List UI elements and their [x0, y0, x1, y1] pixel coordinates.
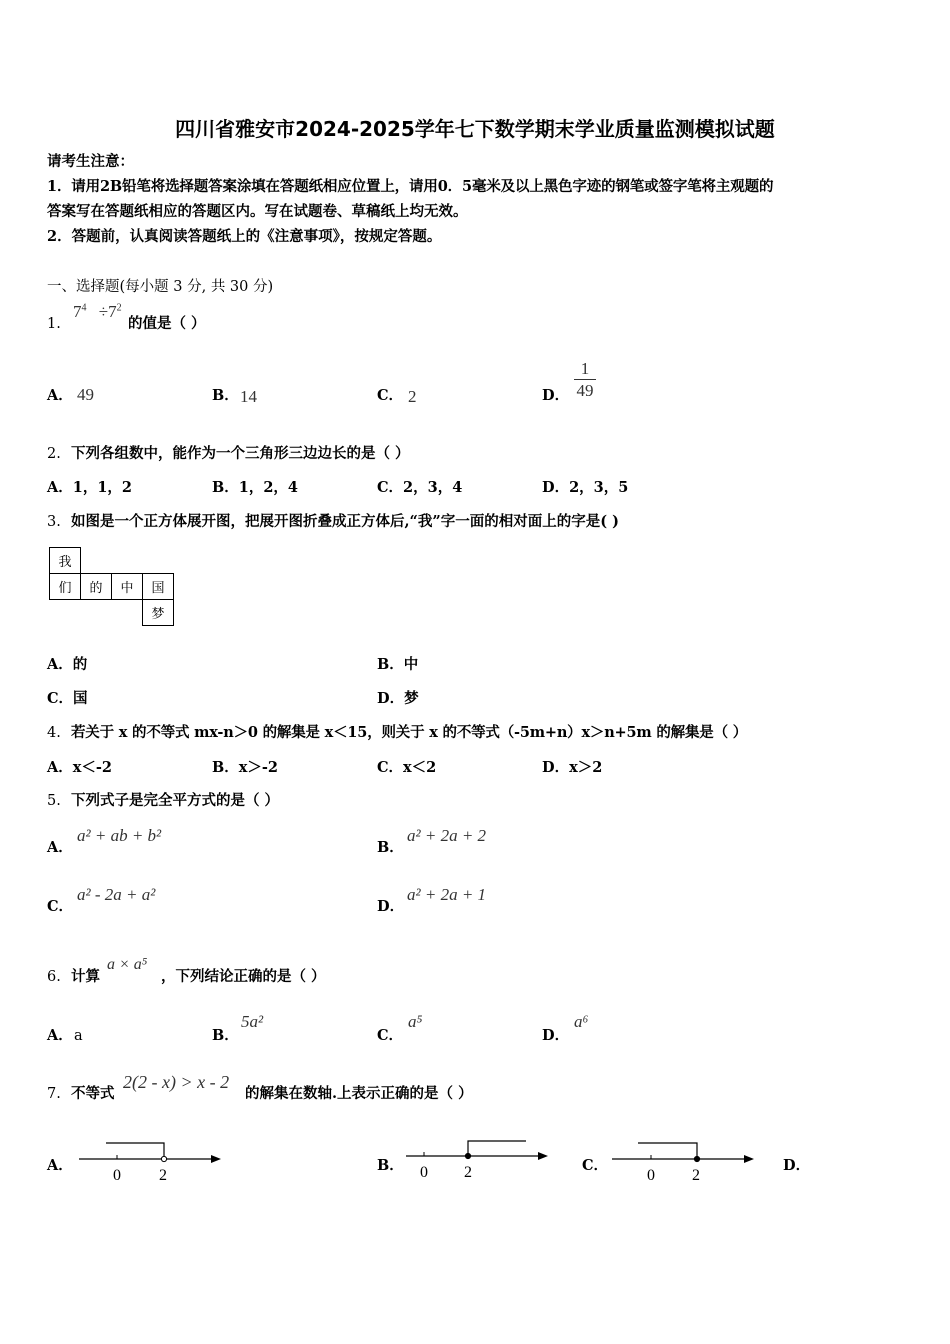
q3-option-b: B．中: [377, 656, 419, 673]
q5-number: 5.: [47, 793, 61, 809]
q2-option-b: B．1，2，4: [212, 479, 299, 496]
tick-label-0: 0: [647, 1167, 655, 1184]
q1-option-a-label: A．: [47, 387, 73, 404]
net-cell: 我: [50, 548, 81, 574]
q1-option-c-label: C．: [377, 387, 404, 404]
tick-label-0: 0: [113, 1167, 121, 1184]
q3-number: 3.: [47, 514, 61, 530]
q3-stem: 如图是一个正方体展开图，把展开图折叠成正方体后,“我”字一面的相对面上的字是( ): [71, 513, 619, 530]
q6-stem-end: ，下列结论正确的是（ ）: [161, 968, 326, 985]
q6-option-a-label: A．: [47, 1027, 73, 1044]
q7-stem-start: 不等式: [71, 1085, 115, 1102]
q7-number: 7.: [47, 1086, 61, 1102]
q7-option-b-number-line: [402, 1134, 554, 1184]
q6-expression: a × a⁵: [107, 956, 148, 973]
fraction-numerator: 1: [574, 359, 596, 380]
q7-option-b-label: B．: [377, 1157, 404, 1174]
q4-option-b: B．x＞-2: [212, 759, 279, 776]
q5-option-a-expression: a² + ab + b²: [77, 826, 162, 845]
q6-number: 6.: [47, 969, 61, 985]
q6-stem-start: 计算: [71, 968, 100, 985]
tick-label-2: 2: [692, 1167, 700, 1184]
q3-option-d: D．梦: [377, 690, 419, 707]
q7-option-d-label: D．: [783, 1157, 811, 1174]
q1-option-a-value: 49: [77, 385, 94, 404]
q6-option-b-expression: 5a²: [241, 1012, 264, 1031]
net-cell: 梦: [143, 600, 174, 626]
q5-option-b-label: B．: [377, 839, 404, 856]
cube-net-figure: [49, 547, 174, 626]
q4-option-d: D．x＞2: [542, 759, 603, 776]
q6-option-a-value: a: [74, 1028, 83, 1044]
q1-option-b-label: B．: [212, 387, 239, 404]
q5-option-c-label: C．: [47, 898, 74, 915]
page-title: 四川省雅安市2024-2025学年七下数学期末学业质量监测模拟试题: [175, 117, 775, 141]
q5-option-b-expression: a² + 2a + 2: [407, 826, 487, 845]
q6-option-d-expression: a⁶: [574, 1012, 589, 1031]
tick-label-0: 0: [420, 1164, 428, 1181]
q3-option-a: A．的: [47, 656, 88, 673]
q6-option-b-label: B．: [212, 1027, 239, 1044]
q1-expression: $7^4 \div 7^2$: [73, 302, 122, 321]
q2-option-a: A．1，1，2: [47, 479, 133, 496]
q7-option-c-number-line: [608, 1136, 760, 1186]
q1-option-b-value: 14: [240, 387, 257, 406]
q7-option-c-label: C．: [582, 1157, 609, 1174]
q1-option-c-value: 2: [408, 387, 417, 406]
q1-number: 1.: [47, 316, 61, 332]
notice-line-1a: 1．请用2B铅笔将选择题答案涂填在答题纸相应位置上，请用0．5毫米及以上黑色字迹的钢笔或签字笔将主观题的: [47, 178, 774, 195]
q5-option-a-label: A．: [47, 839, 73, 856]
q7-expression: 2(2 - x) > x - 2: [123, 1072, 230, 1092]
q1-option-d-label: D．: [542, 387, 570, 404]
q5-stem: 下列式子是完全平方式的是（ ）: [71, 792, 280, 809]
q7-option-a-number-line: [75, 1136, 227, 1186]
q4-option-a: A．x＜-2: [47, 759, 113, 776]
tick-label-2: 2: [159, 1167, 167, 1184]
net-cell: 的: [81, 574, 112, 600]
notice-heading: 请考生注意：: [47, 153, 134, 170]
q5-option-d-expression: a² + 2a + 1: [407, 885, 487, 904]
q7-stem-end: 的解集在数轴.上表示正确的是（ ）: [245, 1085, 473, 1102]
q1-stem: 的值是（ ）: [128, 315, 206, 332]
q7-option-a-label: A．: [47, 1157, 73, 1174]
q4-number: 4.: [47, 725, 61, 741]
net-cell: 国: [143, 574, 174, 600]
q5-option-c-expression: a² - 2a + a²: [77, 885, 156, 904]
q2-stem: 下列各组数中，能作为一个三角形三边边长的是（ ）: [71, 445, 410, 462]
q4-stem: 若关于 x 的不等式 mx-n＞0 的解集是 x＜15，则关于 x 的不等式（-5m+n）x＞n+5m 的解集是（ ）: [71, 724, 748, 741]
tick-label-2: 2: [464, 1164, 472, 1181]
q5-option-d-label: D．: [377, 898, 405, 915]
q2-option-d: D．2，3，5: [542, 479, 629, 496]
notice-line-1b: 答案写在答题纸相应的答题区内。写在试题卷、草稿纸上均无效。: [47, 203, 468, 220]
q6-option-d-label: D．: [542, 1027, 570, 1044]
notice-line-2: 2．答题前，认真阅读答题纸上的《注意事项》，按规定答题。: [47, 228, 442, 245]
q1-option-d-fraction: [574, 359, 596, 402]
q6-option-c-expression: a⁵: [408, 1012, 423, 1031]
section-heading: 一、选择题(每小题 3 分, 共 30 分): [47, 279, 274, 295]
q2-number: 2.: [47, 446, 61, 462]
q2-option-c: C．2，3，4: [377, 479, 463, 496]
q3-option-c: C．国: [47, 690, 88, 707]
net-cell: 中: [112, 574, 143, 600]
net-cell: 们: [50, 574, 81, 600]
q4-option-c: C．x＜2: [377, 759, 437, 776]
q6-option-c-label: C．: [377, 1027, 404, 1044]
fraction-denominator: 49: [576, 381, 594, 400]
